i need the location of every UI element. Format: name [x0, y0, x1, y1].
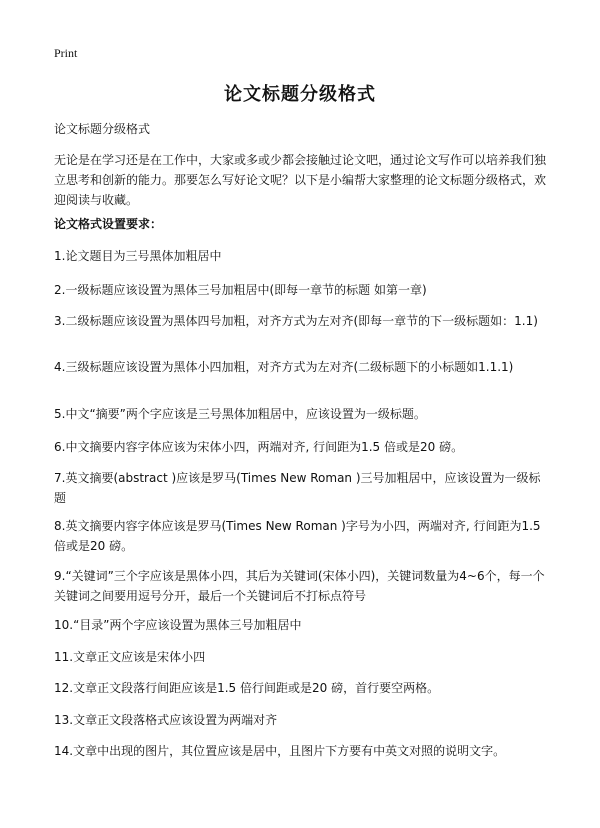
document-subtitle: 论文标题分级格式 — [54, 122, 151, 136]
list-item: 2.一级标题应该设置为黑体三号加粗居中(即每一章节的标题 如第一章) — [54, 283, 427, 297]
list-item: 5.中文“摘要”两个字应该是三号黑体加粗居中，应该设置为一级标题。 — [54, 407, 426, 421]
intro-paragraph: 无论是在学习还是在工作中，大家或多或少都会接触过论文吧，通过论文写作可以培养我们独立思考和创新的能力。那要怎么写好论文呢？以下是小编帮大家整理的论文标题分级格式，欢迎阅读与收藏。 — [54, 153, 547, 207]
list-item: 6.中文摘要内容字体应该为宋体小四，两端对齐, 行间距为1.5 倍或是20 磅。 — [54, 440, 464, 454]
list-item: 7.英文摘要(abstract )应该是罗马(Times New Roman )三号加粗居中，应该设置为一级标题 — [54, 471, 541, 505]
print-label: Print — [54, 46, 78, 60]
list-item: 11.文章正文应该是宋体小四 — [54, 650, 206, 664]
list-item: 1.论文题目为三号黑体加粗居中 — [54, 249, 222, 263]
list-item: 14.文章中出现的图片，其位置应该是居中，且图片下方要有中英文对照的说明文字。 — [54, 744, 506, 758]
page-title: 论文标题分级格式 — [224, 84, 376, 105]
section-heading: 论文格式设置要求： — [54, 217, 163, 231]
list-item: 3.二级标题应该设置为黑体四号加粗，对齐方式为左对齐(即每一章节的下一级标题如：1.1) — [54, 314, 538, 328]
list-item: 12.文章正文段落行间距应该是1.5 倍行间距或是20 磅，首行要空两格。 — [54, 681, 440, 695]
list-item: 8.英文摘要内容字体应该是罗马(Times New Roman )字号为小四，两端对齐, 行间距为1.5 倍或是20 磅。 — [54, 519, 541, 553]
list-item: 13.文章正文段落格式应该设置为两端对齐 — [54, 713, 278, 727]
list-item: 10.“目录”两个字应该设置为黑体三号加粗居中 — [54, 618, 302, 632]
list-item: 4.三级标题应该设置为黑体小四加粗，对齐方式为左对齐(二级标题下的小标题如1.1.1) — [54, 360, 514, 374]
list-item: 9.“关键词”三个字应该是黑体小四，其后为关键词(宋体小四)，关键词数量为4~6个，每一个关键词之间要用逗号分开，最后一个关键词后不打标点符号 — [54, 569, 545, 603]
